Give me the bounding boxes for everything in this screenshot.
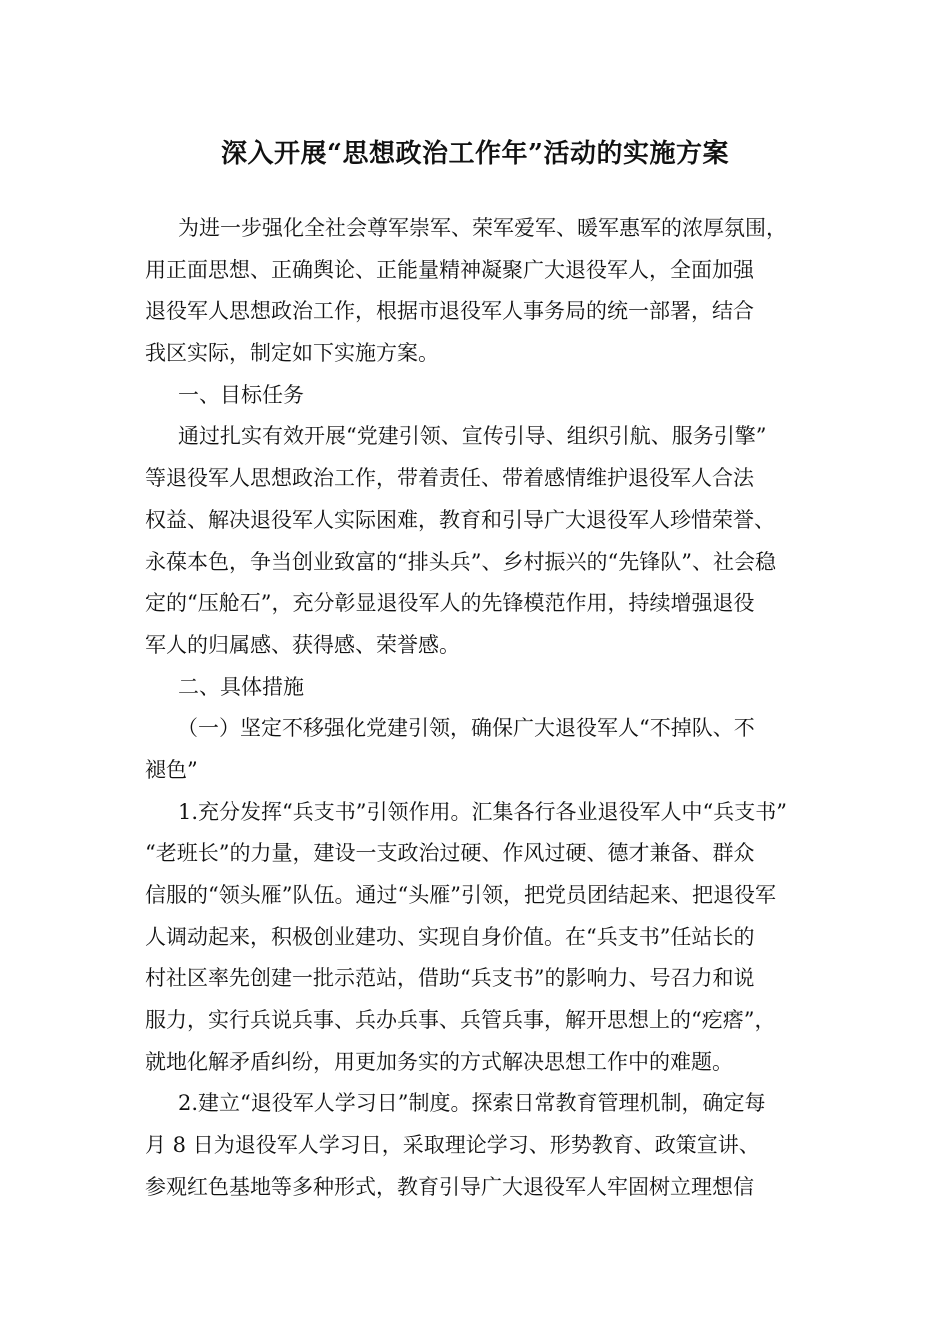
section-heading: 二、具体措施 <box>178 674 304 699</box>
body-line: 我区实际，制定如下实施方案。 <box>145 341 439 366</box>
body-line: 为进一步强化全社会尊军崇军、荣军爱军、暖军惠军的浓厚氛围， <box>178 216 787 240</box>
subsection-heading: （一）坚定不移强化党建引领，确保广大退役军人“不掉队、不 <box>177 716 755 741</box>
body-line: “老班长”的力量，建设一支政治过硬、作风过硬、德才兼备、群众 <box>145 841 755 866</box>
body-line: 军人的归属感、获得感、荣誉感。 <box>145 632 460 657</box>
body-line: 信服的“领头雁”队伍。通过“头雁”引领，把党员团结起来、把退役军 <box>145 883 776 907</box>
body-line: 参观红色基地等多种形式，教育引导广大退役军人牢固树立理想信 <box>145 1174 754 1199</box>
body-line: 等退役军人思想政治工作，带着责任、带着感情维护退役军人合法 <box>145 466 754 491</box>
body-line: 定的“压舱石”，充分彰显退役军人的先锋模范作用，持续增强退役 <box>145 591 755 616</box>
body-line: 服力，实行兵说兵事、兵办兵事、兵管兵事，解开思想上的“疙瘩”， <box>145 1008 776 1033</box>
body-line: 权益、解决退役军人实际困难，教育和引导广大退役军人珍惜荣誉、 <box>145 507 775 532</box>
body-line: 2.建立“退役军人学习日”制度。探索日常教育管理机制，确定每 <box>178 1091 766 1116</box>
subsection-heading: 褪色” <box>145 757 198 782</box>
body-line: 永葆本色，争当创业致富的“排头兵”、乡村振兴的“先锋队”、社会稳 <box>145 549 776 574</box>
body-line: 1.充分发挥“兵支书”引领作用。汇集各行各业退役军人中“兵支书” <box>178 799 787 824</box>
body-line: 就地化解矛盾纠纷，用更加务实的方式解决思想工作中的难题。 <box>145 1049 733 1074</box>
body-line: 村社区率先创建一批示范站，借助“兵支书”的影响力、号召力和说 <box>145 966 755 991</box>
section-heading: 一、目标任务 <box>178 382 304 407</box>
body-line: 通过扎实有效开展“党建引领、宣传引导、组织引航、服务引擎” <box>178 424 767 449</box>
body-line: 退役军人思想政治工作，根据市退役军人事务局的统一部署，结合 <box>145 299 754 324</box>
body-line: 用正面思想、正确舆论、正能量精神凝聚广大退役军人，全面加强 <box>145 257 754 282</box>
body-line: 月 8 日为退役军人学习日，采取理论学习、形势教育、政策宣讲、 <box>145 1133 760 1158</box>
document-body <box>145 208 810 1209</box>
document-title: 深入开展“思想政治工作年”活动的实施方案 <box>221 139 729 169</box>
body-line: 人调动起来，积极创业建功、实现自身价值。在“兵支书”任站长的 <box>145 924 755 949</box>
